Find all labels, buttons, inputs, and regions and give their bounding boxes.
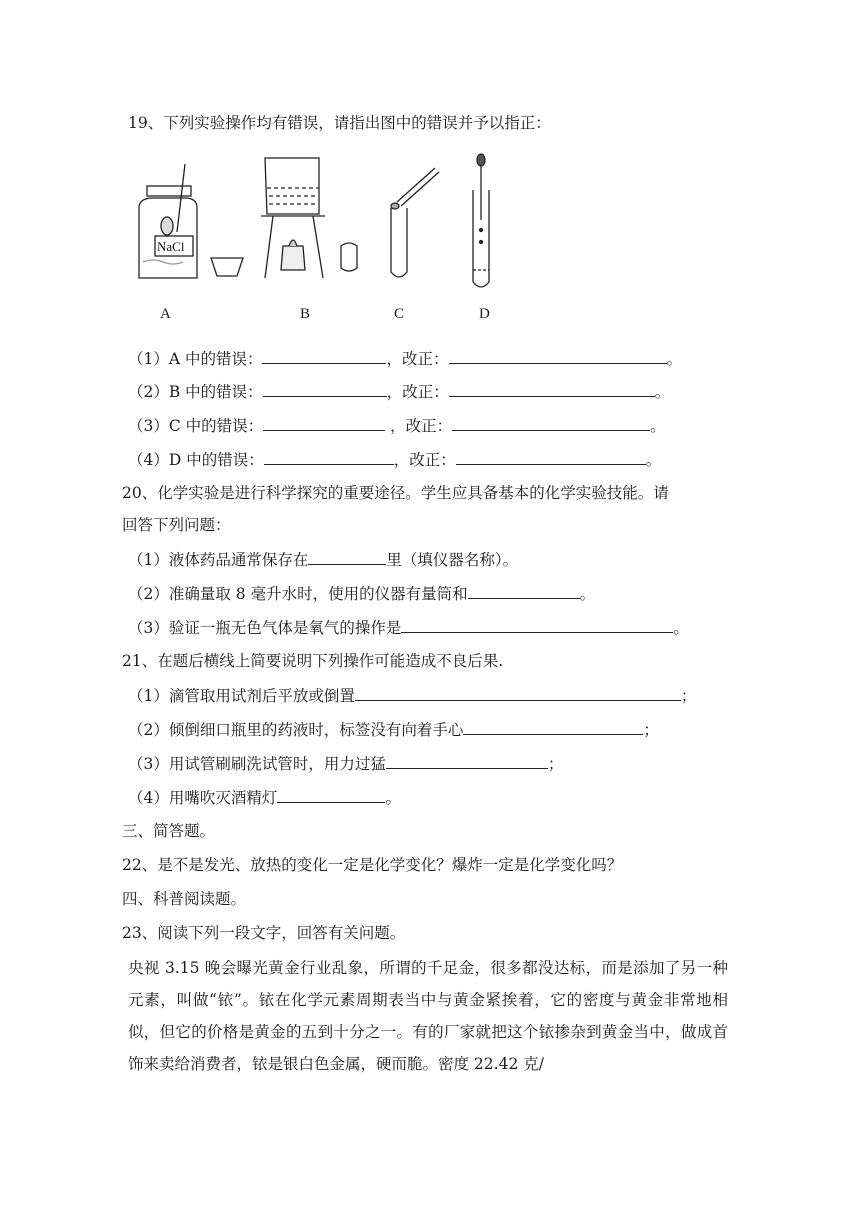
bottle-label: NaCl (157, 239, 185, 254)
q22-text: 22、是不是发光、放热的变化一定是化学变化？爆炸一定是化学变化吗？ (122, 856, 623, 874)
q20-title-line2: 回答下列问题： (122, 516, 231, 534)
dropper-in-tube-icon (473, 154, 489, 287)
q19-item-1: （1）A 中的错误： ，改正： 。 (128, 347, 682, 370)
q19-item-4: （4）D 中的错误： ，改正： 。 (128, 448, 661, 471)
answer-blank[interactable] (449, 380, 655, 397)
q21-item-1: （1）滴管取用试剂后平放或倒置 ； (128, 684, 696, 707)
lab-operations-figure (135, 150, 515, 330)
answer-blank[interactable] (277, 786, 385, 803)
answer-blank[interactable] (264, 448, 394, 465)
figure-label-b: B (300, 306, 311, 322)
q20-item-1: （1）液体药品通常保存在 里（填仪器名称）。 (128, 548, 518, 571)
answer-blank[interactable] (355, 684, 681, 701)
q20-item-2: （2）准确量取 8 毫升水时，使用的仪器有量筒和 。 (128, 582, 595, 605)
answer-blank[interactable] (463, 718, 643, 735)
figure-label-a: A (160, 306, 171, 322)
beaker-on-tripod-icon (261, 158, 325, 278)
figure-label-c: C (394, 306, 405, 322)
section-3-heading: 三、简答题。 (122, 822, 216, 840)
q23-passage: 央视 3.15 晚会曝光黄金行业乱象，所谓的千足金，很多都没达标，而是添加了另一种元素，叫做“铱”。铱在化学元素周期表当中与黄金紧挨着，它的密度与黄金非常地相似，但它的价格是黄金的五到十分之一。有的厂家就把这个铱掺杂到黄金当中，做成首饰来卖给消费者，铱是银白色金属，硬而脆。密度 22.42 克/ (128, 959, 728, 1073)
q20-title-line1: 20、化学实验是进行科学探究的重要途径。学生应具备基本的化学实验技能。请 (122, 484, 669, 502)
section-4-heading: 四、科普阅读题。 (122, 890, 247, 908)
answer-blank[interactable] (263, 380, 387, 397)
q19-item-3: （3）C 中的错误： ，改正： 。 (128, 414, 666, 437)
q21-item-3: （3）用试管刷刷洗试管时，用力过猛 ； (128, 752, 563, 775)
crucible-icon (341, 243, 357, 271)
q23-title: 23、阅读下列一段文字，回答有关问题。 (122, 924, 406, 942)
reagent-bottle-icon (139, 164, 197, 278)
stopper-icon (211, 258, 243, 276)
answer-blank[interactable] (401, 616, 673, 633)
answer-blank[interactable] (452, 414, 650, 431)
answer-blank[interactable] (308, 548, 386, 565)
q21-item-2: （2）倾倒细口瓶里的药液时，标签没有向着手心 ； (128, 718, 659, 741)
answer-blank[interactable] (263, 414, 385, 431)
q21-title: 21、在题后横线上简要说明下列操作可能造成不良后果. (122, 652, 504, 670)
answer-blank[interactable] (386, 752, 548, 769)
answer-blank[interactable] (449, 347, 667, 364)
q19-item-2: （2）B 中的错误： ，改正： 。 (128, 380, 670, 403)
q19-title: 19、下列实验操作均有错误，请指出图中的错误并予以指正： (128, 114, 551, 132)
figure-label-d: D (479, 306, 490, 322)
test-tube-icon (391, 168, 439, 277)
answer-blank[interactable] (468, 582, 580, 599)
q20-item-3: （3）验证一瓶无色气体是氧气的操作是 。 (128, 616, 689, 639)
answer-blank[interactable] (456, 448, 646, 465)
q21-item-4: （4）用嘴吹灭酒精灯 。 (128, 786, 401, 809)
answer-blank[interactable] (262, 347, 386, 364)
